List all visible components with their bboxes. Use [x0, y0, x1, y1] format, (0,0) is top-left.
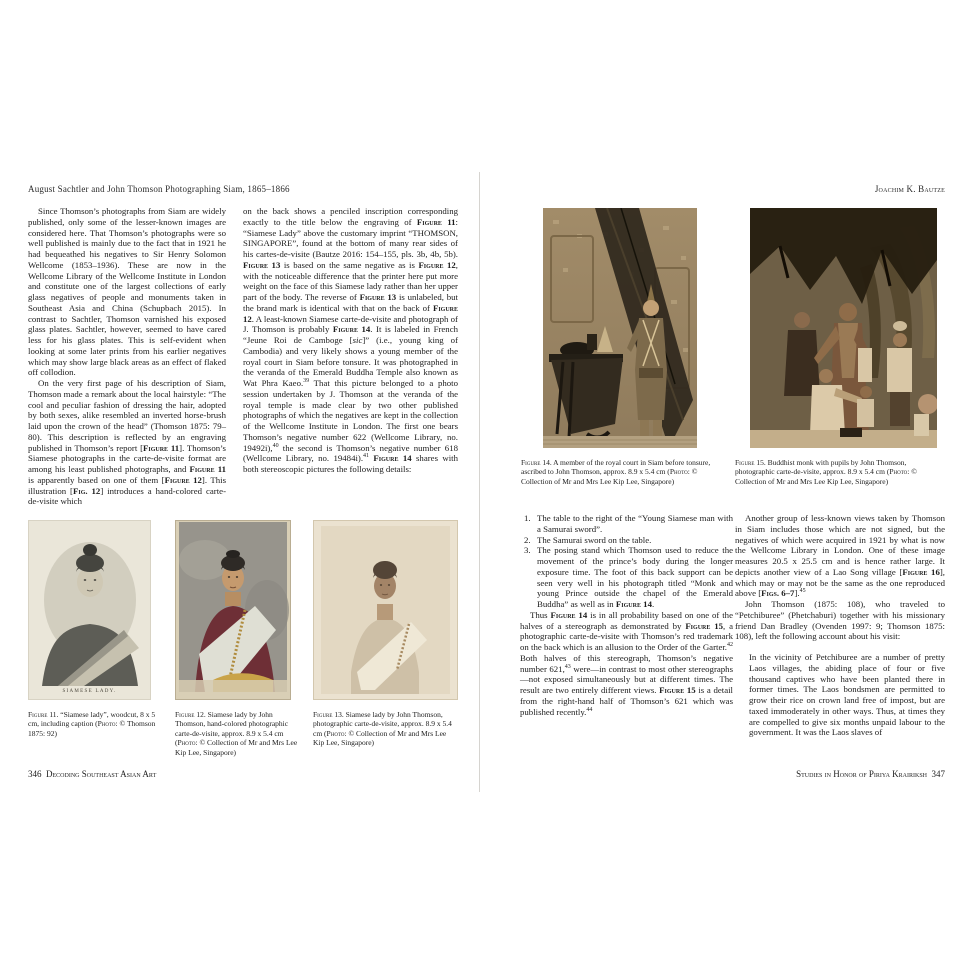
- right-running-header: Joachim K. Bautze: [874, 184, 945, 194]
- left-book-title: Decoding Southeast Asian Art: [46, 769, 157, 779]
- list-item: [520, 535, 733, 546]
- figure-13-photo: [313, 520, 458, 700]
- paragraph: on the back shows a penciled inscription corresponding exactly to the title below the engraving of Figure 11: “Siamese Lady” above the customary imprint “THOMSON, SINGAPORE”, found at the bottom of many rear sides of his cartes-de-visite (Bautze 2016: 154–155, pls. 3b, 4b, 5b). Figure 13 is based on the same negative as is Figure 12, with the noticeable difference that the printer here put more weight on the face of this Siamese lady rather than her upper part of the body. The reverse of Figure 13 is unlabeled, but the brand mark is identical with that on the back of Figure 12. A least-known Siamese carte-de-visite and photograph of J. Thomson is probably Figure 14. It is labeled in French “Jeune Roi de Camboge [sic]” (i.e., young king of Cambodia) and very likely shows a young member of the royal court in Siam before tonsure. It was photographed in the veranda of the Emerald Buddha Temple also known as Wat Phra Kaeo.$^{39}$ That this picture belonged to a photo session undertaken by J. Thomson at the veranda of the royal temple is made clear by two other published photographs of which the negatives are kept in the collection of the Wellcome Institute in London. The first one bears Thomson’s negative number 622 (Wellcome Library, no. 19492i),$^{40}$ the second is Thomson’s negative number 618 (Wellcome Library, no. 19484i).$^{41}$ Figure 14 shares with both stereoscopic pictures the following details:: [243, 206, 459, 474]
- right-page-column-1: [520, 513, 733, 717]
- left-page-number: 346: [28, 769, 42, 779]
- figure-11-woodcut: [28, 520, 151, 700]
- block-quote: In the vicinity of Petchiburee are a number of pretty Laos villages, the abiding place of four or five thousand captives who have been planted there in former times. The Laos bondsmen are permitted to grow their rice on crown land free of impost, but are taxed immoderately in other ways. Thus, at times they are compelled to give six months unpaid labour to the government. It was the Laos slaves of: [749, 652, 945, 738]
- figure-14-photo: [543, 208, 697, 448]
- royal-court-portrait: [543, 208, 697, 448]
- list-text: The Samurai sword on the table.: [537, 534, 652, 545]
- right-page-footer: [520, 769, 945, 779]
- hand-colored-portrait: [175, 520, 291, 700]
- figure-11-caption: Figure 11. “Siamese lady”, woodcut, 8 x 5 cm, including caption (Photo: © Thomson 1875: 92): [28, 710, 156, 738]
- figure-12-caption: Figure 12. Siamese lady by John Thomson, hand-colored photographic carte-de-visite, approx. 8.9 x 5.4 cm (Photo: © Collection of Mr and Mrs Lee Kip Lee, Singapore): [175, 710, 298, 757]
- figure-13-caption: Figure 13. Siamese lady by John Thomson, photographic carte-de-visite, approx. 8.9 x 5.4 cm (Photo: © Collection of Mr and Mrs Lee Kip Lee, Singapore): [313, 710, 452, 748]
- page-divider-line: [479, 172, 480, 792]
- figure-15-photo: [750, 208, 937, 448]
- list-text: The table to the right of the “Young Siamese man with a Samurai sword”.: [537, 513, 733, 534]
- woodcut-inner-caption: SIAMESE LADY.: [62, 689, 117, 694]
- paragraph: Since Thomson’s photographs from Siam are widely published, only some of the lesser-known images are considered here. That Thomson’s photographs were so well published is mainly due to the fact that in 1921 he had bequeathed his negatives to Sir Henry Solomon Wellcome (1853–1936). These are now in the Wellcome Library of the Wellcome Institute in London and constitute one of the largest collections of early glass negatives of people and monuments taken in Southeast Asia and China (Schupbach 2015). In contrast to Sachtler, Thomson varnished his exposed glass plates. Sachtler, however, seemed to have cared less for his glass plates. This is self-evident when looking at some later prints from his earlier negatives which may show large black areas as an effect of flaked off collodion.: [28, 206, 226, 378]
- left-page-column-2: [243, 206, 458, 475]
- figure-15-caption: Figure 15. Buddhist monk with pupils by John Thomson, photographic carte-de-visite, approx. 8.9 x 5.4 cm (Photo: © Collection of Mr and Mrs Lee Kip Lee, Singapore): [735, 458, 917, 486]
- figure-14-caption: Figure 14. A member of the royal court in Siam before tonsure, ascribed to John Thomson, approx. 8.9 x 5.4 cm (Photo: © Collection of Mr and Mrs Lee Kip Lee, Singapore): [521, 458, 711, 486]
- paragraph: Thus Figure 14 is in all probability based on one of the halves of a stereograph as demonstrated by Figure 15, a photographic carte-de-visite with Thomson’s red trademark on the back which is an allusion to the Order of the Garter.$^{42}$ Both halves of this stereograph, Thomson’s negative number 621,43 were—in contrast to most other stereographs—not exposed simultaneously but at different times. The result are two entirely different views. Figure 15 is a detail from the right-hand half of Thomson’s 621 which was published recently.$^{44}$: [520, 609, 733, 717]
- faded-portrait: [313, 520, 458, 700]
- left-page-column-1: [28, 206, 226, 507]
- right-book-title: Studies in Honor of Piriya Krairiksh: [796, 769, 927, 779]
- right-page-column-2: [735, 513, 945, 738]
- paragraph: Another group of less-known views taken by Thomson in Siam includes those which are not signed, but the negatives of which were acquired in 1921 by what is now the Wellcome Library in London. One of these image measures 20.5 x 25.5 cm and is hence rather large. It depicts another view of a Lao Song village [Figure 16], which may or may not be the same as the one reproduced above [Figs. 6–7].$^{45}$: [735, 513, 945, 599]
- paragraph: On the very first page of his description of Siam, Thomson made a remark about the local hairstyle: “The cool and peculiar fashion of dressing the hair, adopted by both sexes, alike resembled an inverted horse-brush laid upon the crown of the head” (Thomson 1875: 79–80). This description is reflected by an engraving published in Thomson’s report [Figure 11]. Thomson’s Siamese photographs in the carte-de-visite format are among his least published photographs, and Figure 11 is apparently based on one of them [Figure 12]. This illustration [Fig. 12] introduces a hand-colored carte-de-visite which: [28, 378, 227, 507]
- list-number: 3.: [524, 545, 531, 556]
- list-number: 2.: [524, 534, 531, 545]
- engraved-bust: [42, 542, 139, 686]
- left-running-header: August Sachtler and John Thomson Photographing Siam, 1865–1866: [28, 184, 290, 194]
- paragraph: John Thomson (1875: 108), who traveled to “Petchiburee” (Phetchaburi) together with his missionary friend Dan Bradley (Ovenden 1997: 9; Thomson 1875: 108), left the following account about his visit:: [735, 599, 945, 642]
- list-text: The posing stand which Thomson used to reduce the movement of the prince’s body during the longer exposure time. The foot of this back support can be seen very well in his photograph titled “Monk and young Prince outside the chapel of the Emerald Buddha” as well as in Figure 14.: [537, 545, 733, 609]
- right-page-number: 347: [931, 769, 945, 779]
- figure-12-photo: [175, 520, 291, 700]
- left-page-footer: [28, 769, 458, 779]
- list-number: 1.: [524, 513, 531, 523]
- monk-with-pupils-photo: [750, 208, 937, 448]
- woodcut-siamese-lady: [28, 520, 151, 700]
- list-item: [520, 513, 733, 535]
- list-item: [520, 545, 733, 610]
